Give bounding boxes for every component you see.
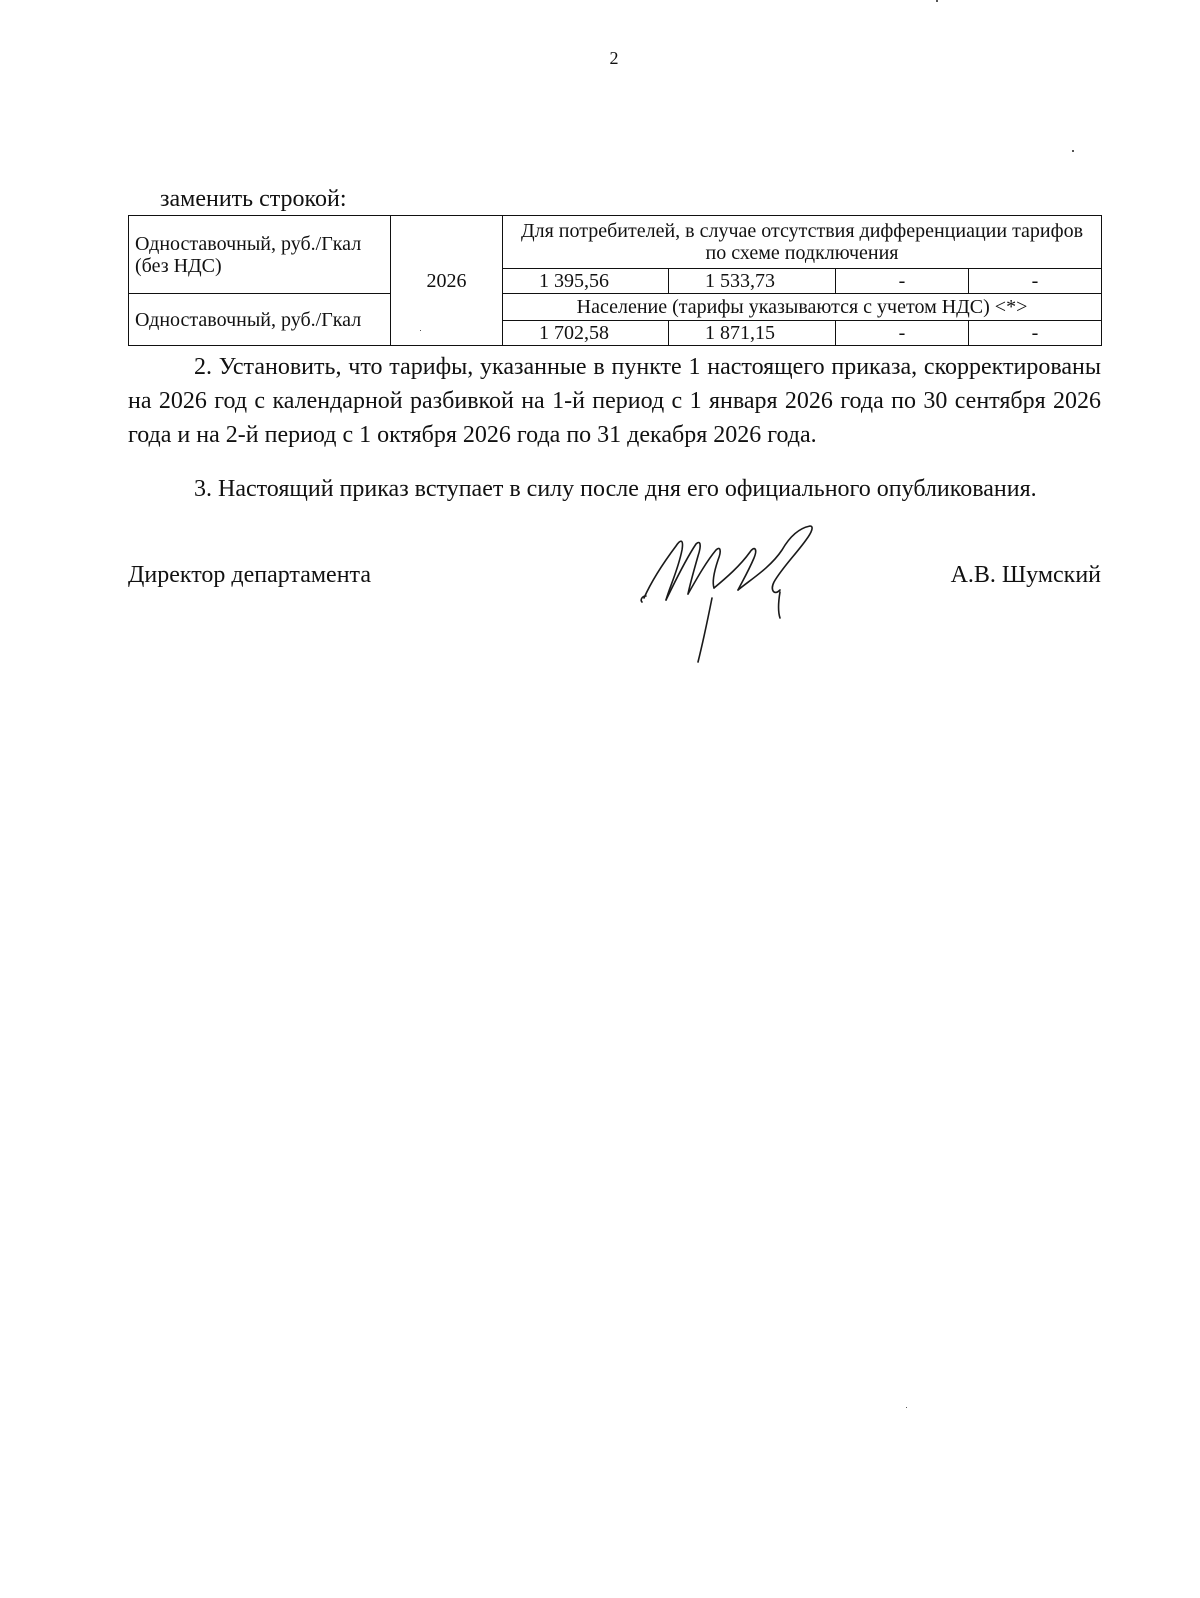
intro-text: заменить строкой: (160, 186, 347, 212)
paragraph-3: 3. Настоящий приказ вступает в силу после дня его официального опубликования. (194, 476, 1037, 502)
row2-header: Население (тарифы указываются с учетом НДС) <*> (503, 294, 1102, 321)
scan-speck (906, 1407, 907, 1408)
row1-value-1: 1 395,56 (503, 269, 669, 294)
row1-value-4: - (969, 269, 1102, 294)
table-row (129, 294, 1102, 321)
scan-speck (1072, 150, 1074, 152)
year-cell: 2026 (391, 216, 503, 346)
row2-value-3: - (836, 321, 969, 346)
handwritten-signature (630, 510, 850, 670)
row2-value-2: 1 871,15 (669, 321, 836, 346)
row1-label: Одноставочный, руб./Гкал (без НДС) (129, 216, 391, 294)
scan-speck (936, 0, 938, 2)
tariff-table (128, 215, 1102, 346)
table-row (129, 216, 1102, 269)
row2-value-1: 1 702,58 (503, 321, 669, 346)
row2-value-4: - (969, 321, 1102, 346)
signature-block (128, 562, 1101, 602)
paragraph-2: 2. Установить, что тарифы, указанные в пункте 1 настоящего приказа, скорректированы на 2026 год с календарной разбивкой на 1-й период с 1 января 2026 года по 30 сентября 2026 года и на 2-й период с 1 октября 2026 года по 31 декабря 2026 года. (128, 354, 1101, 448)
row2-label: Одноставочный, руб./Гкал (129, 294, 391, 346)
scan-speck (420, 330, 421, 331)
signatory-name: А.В. Шумский (950, 562, 1101, 588)
row1-value-3: - (836, 269, 969, 294)
row1-header: Для потребителей, в случае отсутствия дифференциации тарифов по схеме подключения (503, 216, 1102, 269)
signatory-role: Директор департамента (128, 562, 371, 588)
row1-value-2: 1 533,73 (669, 269, 836, 294)
page-number: 2 (609, 48, 619, 68)
